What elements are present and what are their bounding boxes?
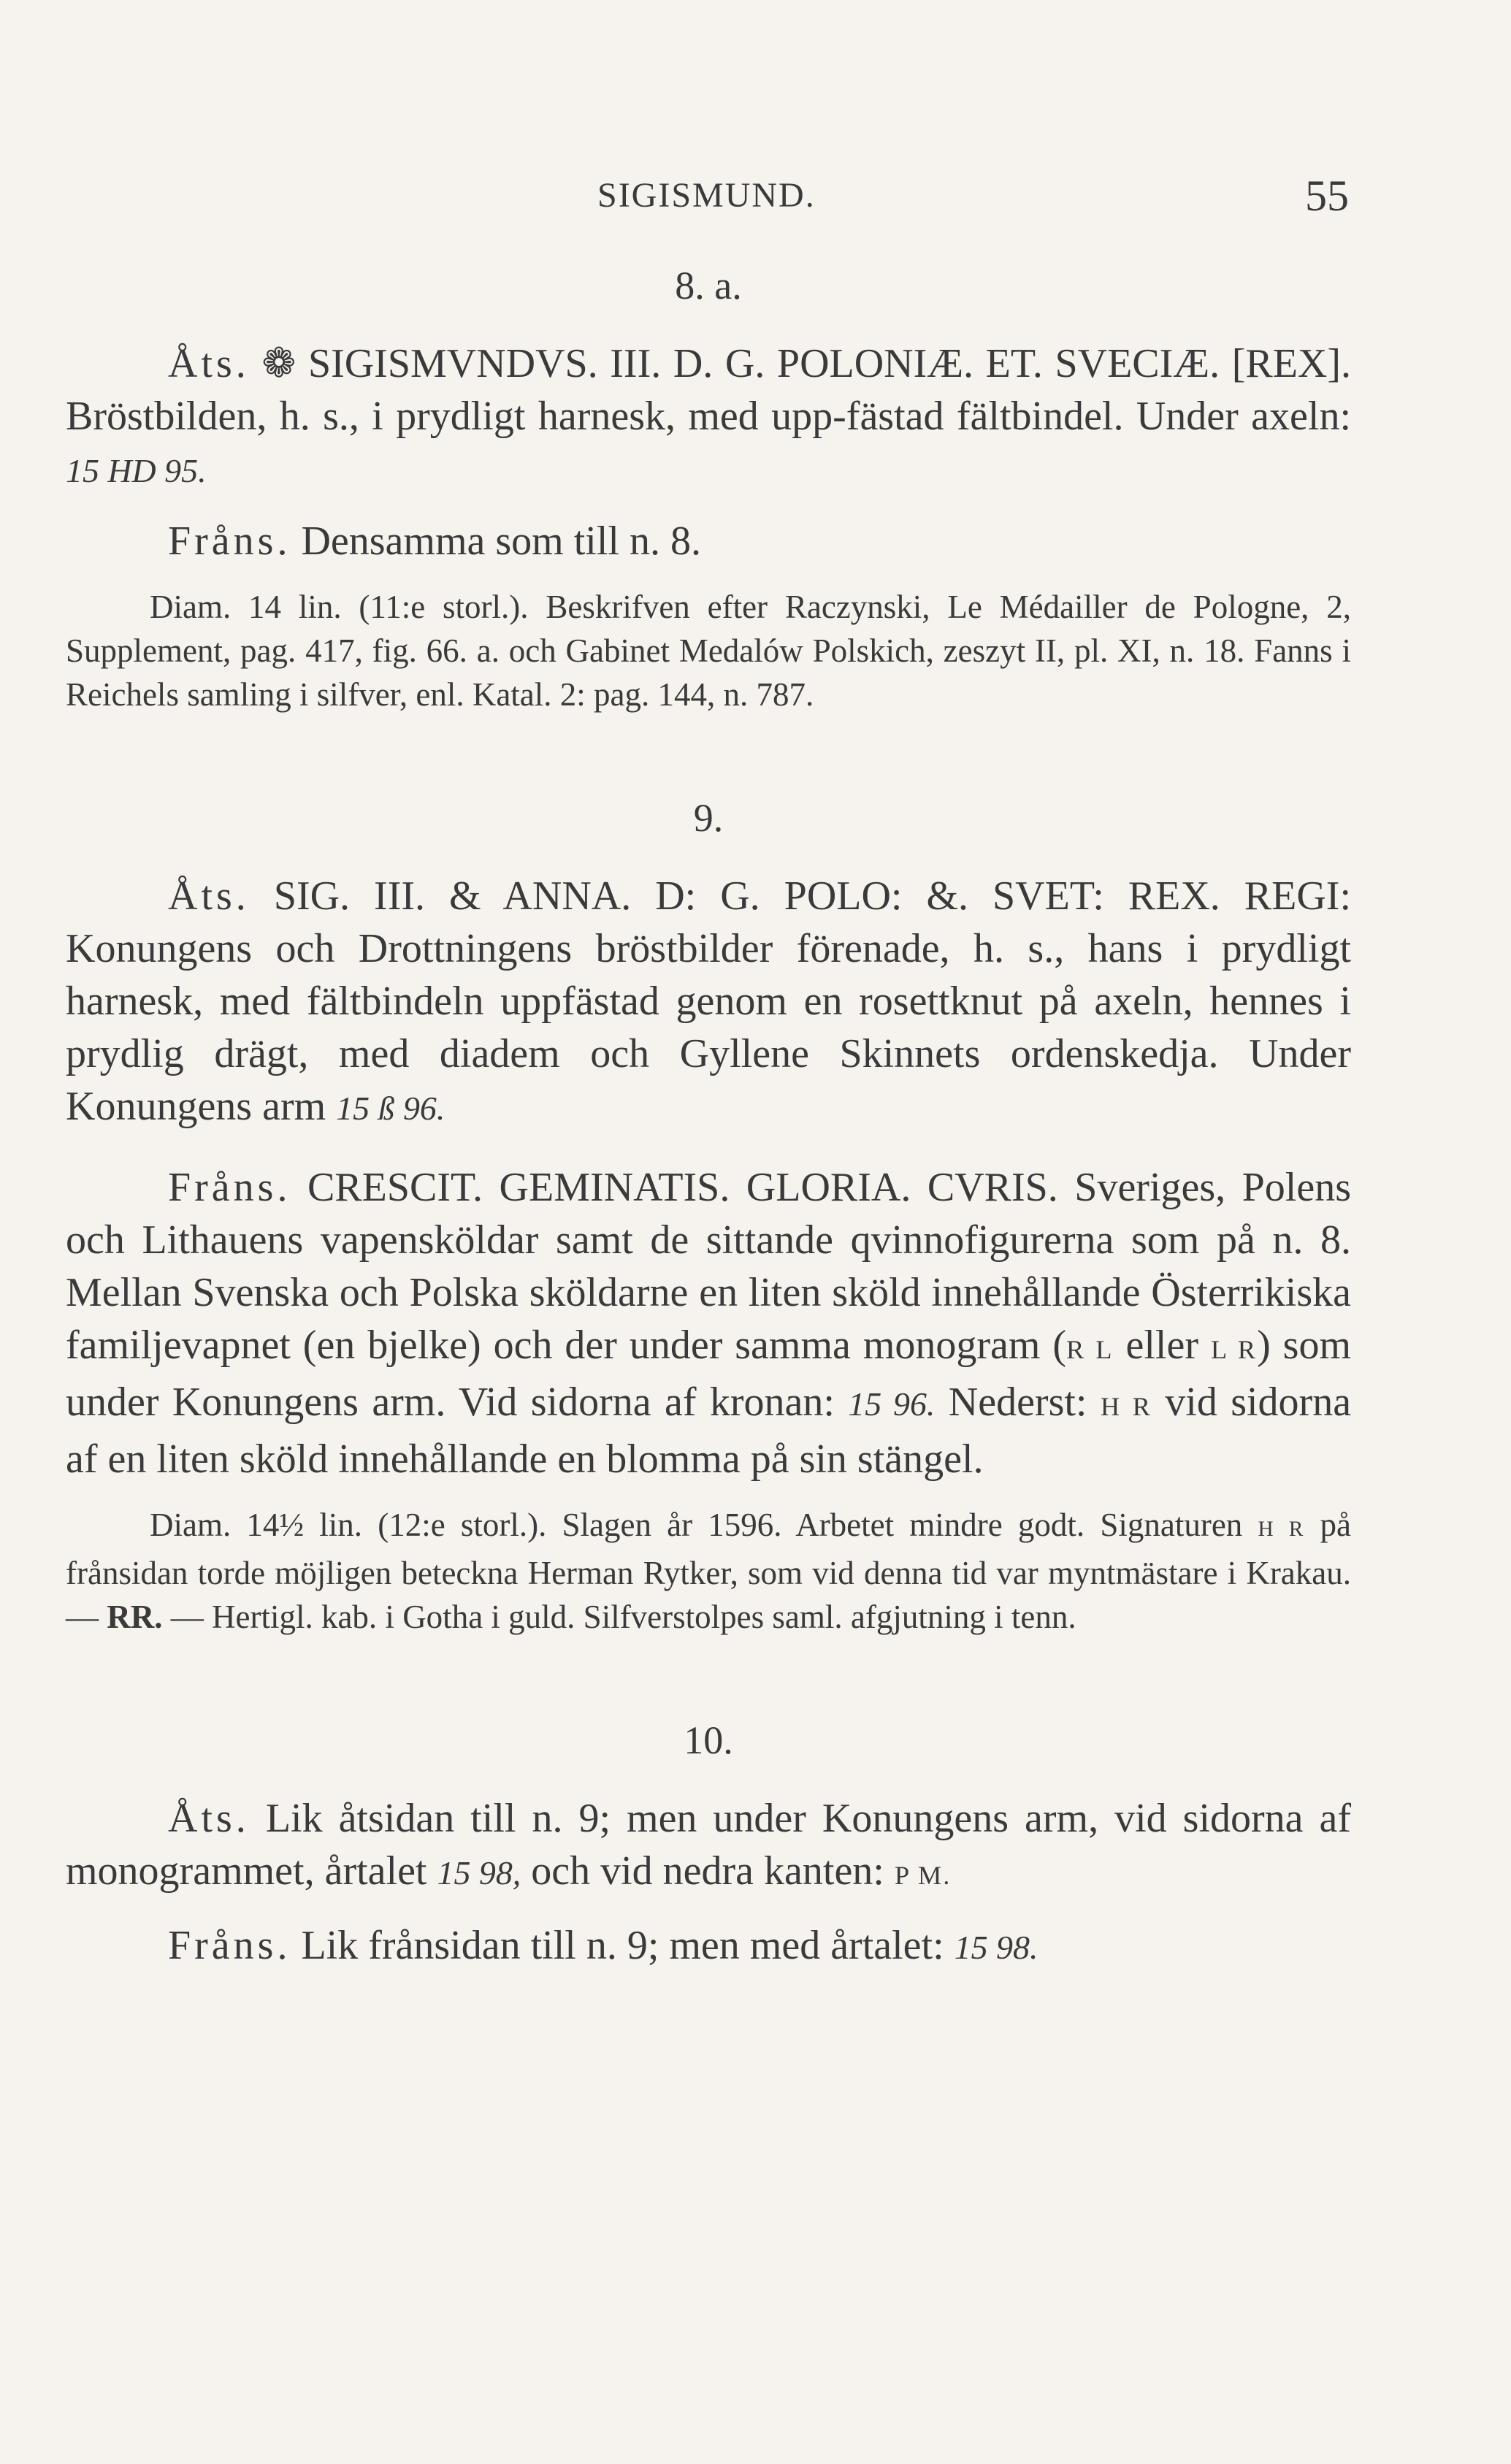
reverse-text: eller [1125, 1323, 1198, 1368]
obverse-label: Åts. [168, 1796, 250, 1841]
entry-number: 9. [693, 796, 724, 840]
reverse-description [66, 515, 1351, 567]
monogram: P M. [894, 1861, 952, 1890]
obverse-description [66, 870, 1351, 1135]
page-body [66, 263, 1351, 1974]
note-text: på frånsidan torde möjligen beteckna Herman Rytker, som vid denna tid var myntmästare i Krakau. — [66, 1507, 1352, 1635]
obverse-text: SIG. III. & ANNA. D: G. POLO: &. SVET: REX. REGI: Konungens och Drottningens bröstbilder förenade, h. s., hans i prydligt harnesk, med fältbindeln uppfästad genom en rosettknut på axeln, hennes i prydlig drägt, med diadem och Gyllene Skinnets ordenskedja. Under Konungens arm [66, 873, 1352, 1129]
obverse-date: 15 HD 95. [66, 452, 207, 489]
reverse-text: ) som under Konungens arm. Vid sidorna af kronan: [66, 1323, 1352, 1425]
obverse-label: Åts. [168, 341, 250, 386]
obverse-text: Lik åtsidan till n. 9; men under Konungens arm, vid sidorna af monogrammet, årtalet [66, 1796, 1352, 1894]
monogram: L R [1210, 1335, 1258, 1364]
reverse-text: CRESCIT. GEMINATIS. GLORIA. CVRIS. Sveriges, Polens och Lithauens vapensköldar samt de sittande qvinnofigurerna som på n. 8. Mellan Svenska och Polska sköldarne en liten sköld innehållande Österrikiska familjevapnet (en bjelke) och der under samma monogram ( [66, 1165, 1351, 1368]
entry-8a [66, 263, 1351, 716]
monogram: H R [1258, 1518, 1305, 1541]
entry-10 [66, 1718, 1351, 1974]
obverse-description [66, 1792, 1351, 1902]
running-head: SIGISMUND. [597, 176, 816, 215]
rarity-mark: RR. [107, 1599, 163, 1635]
rosette-icon: ❁ [261, 341, 297, 386]
reverse-label: Fråns. [168, 1923, 291, 1968]
reverse-description [66, 1919, 1351, 1974]
reverse-label: Fråns. [168, 519, 291, 564]
note-text: — Hertigl. kab. i Gotha i guld. Silfverstolpes saml. afgjutning i tenn. [170, 1599, 1076, 1635]
entry-note [66, 1503, 1351, 1639]
reverse-date: 15 98. [954, 1929, 1038, 1966]
obverse-date: 15 ß 96. [336, 1090, 445, 1127]
entry-note: Diam. 14 lin. (11:e storl.). Beskrifven efter Raczynski, Le Médailler de Pologne, 2, Supplement, pag. 417, fig. 66. a. och Gabinet Medalów Polskich, zeszyt II, pl. XI, n. 18. Fanns i Reichels samling i silfver, enl. Katal. 2: pag. 144, n. 787. [66, 589, 1351, 713]
reverse-text: Nederst: [948, 1380, 1087, 1425]
entry-number: 10. [684, 1718, 733, 1762]
reverse-text: vid sidorna af en liten sköld innehållande en blomma på sin stängel. [66, 1380, 1352, 1482]
monogram: H R [1100, 1392, 1152, 1421]
reverse-label: Fråns. [168, 1165, 291, 1210]
reverse-date: 15 96. [848, 1385, 936, 1423]
obverse-text: SIGISMVNDVS. III. D. G. POLONIÆ. ET. SVECIÆ. [REX]. Bröstbilden, h. s., i prydligt harnesk, med upp-fästad fältbindel. Under axeln: [66, 341, 1351, 439]
page-number: 55 [1305, 172, 1349, 220]
obverse-text: och vid nedra kanten: [531, 1848, 884, 1894]
obverse-description [66, 337, 1351, 497]
reverse-text: Lik frånsidan till n. 9; men med årtalet: [301, 1923, 944, 1968]
reverse-description [66, 1161, 1351, 1485]
reverse-text: Densamma som till n. 8. [301, 519, 701, 564]
entry-9 [66, 795, 1351, 1639]
entry-number: 8. a. [675, 264, 742, 307]
obverse-date: 15 98, [437, 1854, 521, 1891]
monogram: R L [1066, 1335, 1114, 1364]
obverse-label: Åts. [168, 873, 250, 919]
note-text: Diam. 14½ lin. (12:e storl.). Slagen år 1596. Arbetet mindre godt. Signaturen [150, 1507, 1243, 1543]
page-header [0, 172, 1511, 220]
